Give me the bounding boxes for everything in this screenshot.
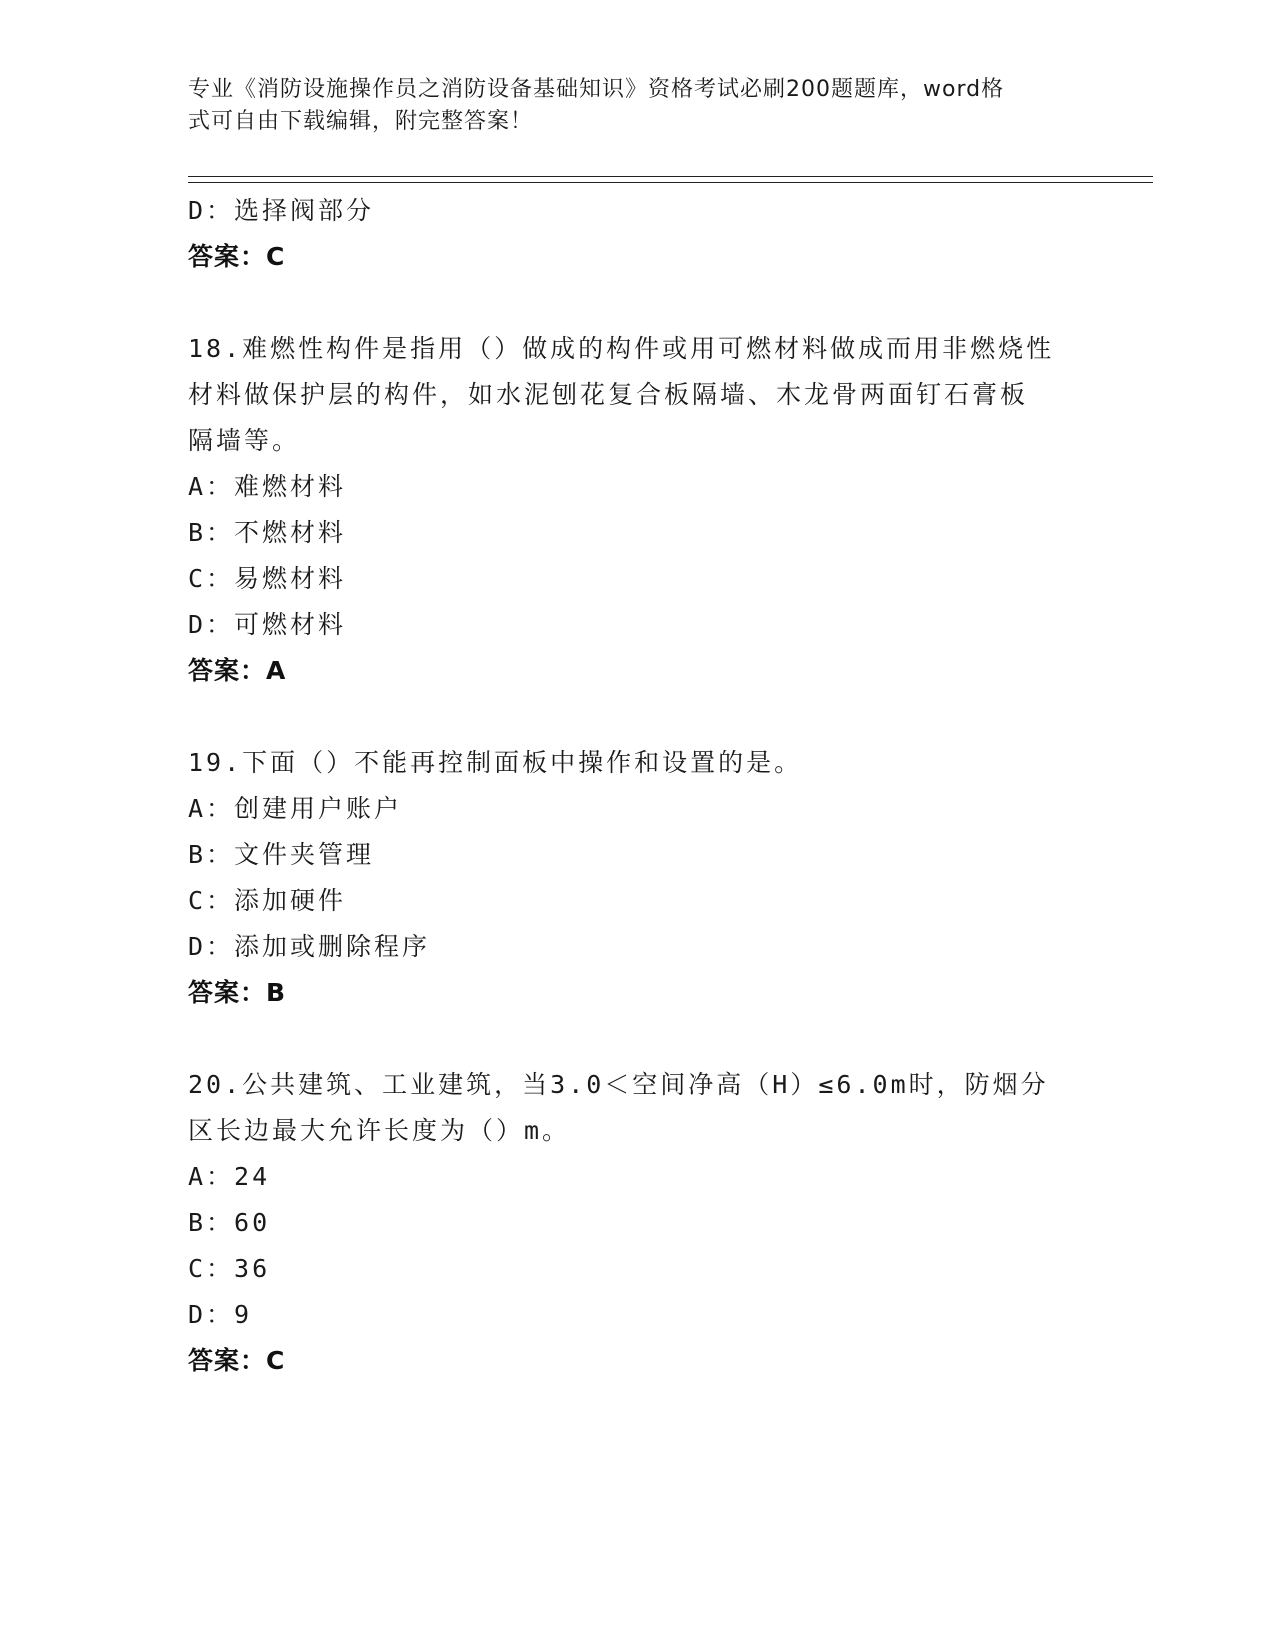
option-d: D：添加或删除程序 <box>188 932 431 961</box>
page-header <box>188 74 1068 138</box>
question-19 <box>188 740 1088 1016</box>
header-line-2: 式可自由下载编辑，附完整答案！ <box>188 109 534 134</box>
header-divider-top <box>188 176 1153 177</box>
question-text-line: 18.难燃性构件是指用（）做成的构件或用可燃材料做成而用非燃烧性 <box>188 334 1055 363</box>
option-d: D：9 <box>188 1300 253 1329</box>
question-text-line: 19.下面（）不能再控制面板中操作和设置的是。 <box>188 748 803 777</box>
option-c: C：36 <box>188 1254 271 1283</box>
header-divider-bottom <box>188 182 1153 183</box>
previous-question-tail <box>188 188 1088 280</box>
option-a: A：创建用户账户 <box>188 794 403 823</box>
document-body <box>188 188 1088 1384</box>
question-18 <box>188 326 1088 694</box>
question-20 <box>188 1062 1088 1384</box>
option-b: B：文件夹管理 <box>188 840 375 869</box>
option-d: D：选择阀部分 <box>188 196 375 225</box>
answer-line: 答案：B <box>188 978 287 1007</box>
option-a: A：24 <box>188 1162 271 1191</box>
answer-line: 答案：C <box>188 242 286 271</box>
question-text-line: 区长边最大允许长度为（）m。 <box>188 1116 571 1145</box>
answer-line: 答案：A <box>188 656 287 685</box>
option-b: B：不燃材料 <box>188 518 347 547</box>
option-b: B：60 <box>188 1208 271 1237</box>
answer-line: 答案：C <box>188 1346 286 1375</box>
question-text-line: 隔墙等。 <box>188 426 301 455</box>
header-line-1: 专业《消防设施操作员之消防设备基础知识》资格考试必刷200题题库，word格 <box>188 77 1005 102</box>
option-c: C：添加硬件 <box>188 886 347 915</box>
question-text-line: 材料做保护层的构件，如水泥刨花复合板隔墙、木龙骨两面钉石膏板 <box>188 380 1029 409</box>
option-c: C：易燃材料 <box>188 564 347 593</box>
option-a: A：难燃材料 <box>188 472 347 501</box>
question-text-line: 20.公共建筑、工业建筑，当3.0＜空间净高（H）≤6.0m时，防烟分 <box>188 1070 1049 1099</box>
option-d: D：可燃材料 <box>188 610 347 639</box>
